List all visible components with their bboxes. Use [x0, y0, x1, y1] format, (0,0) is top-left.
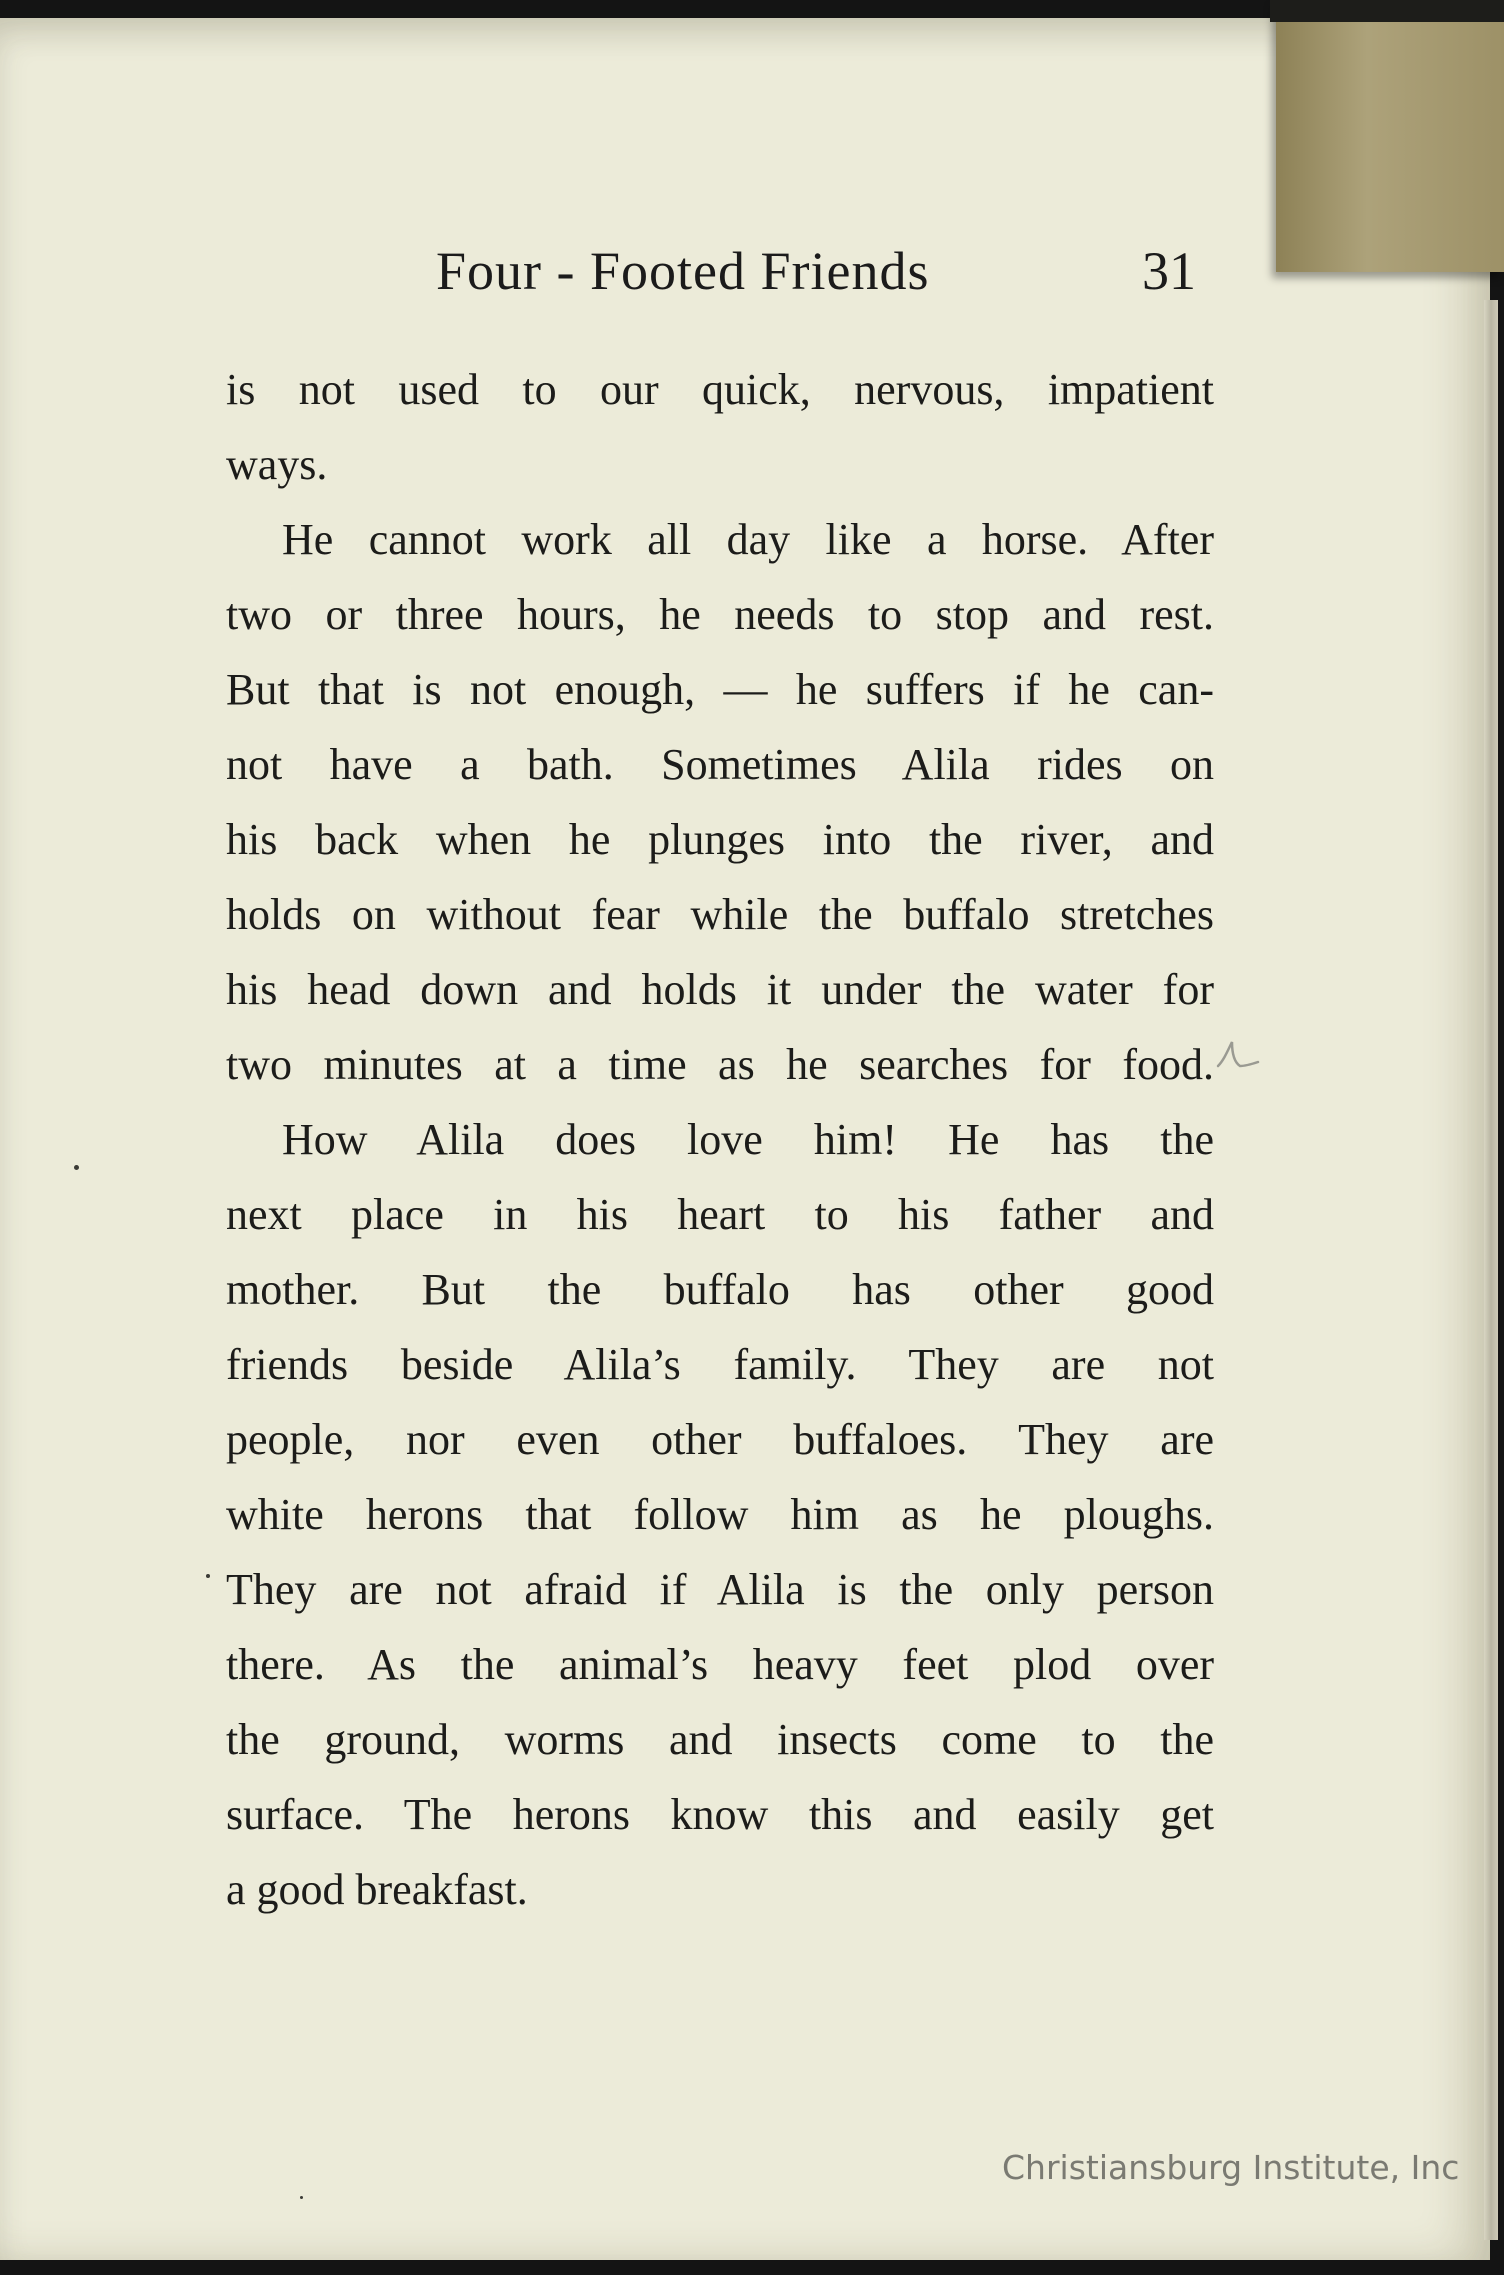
text-line: surface. The herons know this and easily get — [226, 1790, 1214, 1839]
text-line: the ground, worms and insects come to the — [226, 1715, 1214, 1764]
paper-speck — [74, 1165, 79, 1170]
tab-shadow — [1270, 0, 1504, 22]
text-line: people, nor even other buffaloes. They are — [226, 1415, 1214, 1464]
running-title: Four - Footed Friends — [436, 241, 930, 301]
text-line: He cannot work all day like a horse. After — [282, 515, 1214, 564]
paper-speck — [206, 1574, 210, 1578]
text-line: his head down and holds it under the water for — [226, 965, 1214, 1014]
page-edge — [1484, 300, 1498, 2240]
running-head — [0, 240, 1504, 310]
text-line: They are not afraid if Alila is the only person — [226, 1565, 1214, 1614]
body-text — [226, 352, 1214, 1927]
text-line: there. As the animal’s heavy feet plod over — [226, 1640, 1214, 1689]
text-line: holds on without fear while the buffalo stretches — [226, 890, 1214, 939]
text-line: white herons that follow him as he ploughs. — [226, 1490, 1214, 1539]
text-line: a good breakfast. — [226, 1865, 528, 1914]
paper-speck — [300, 2196, 303, 2199]
watermark: Christiansburg Institute, Inc — [1002, 2148, 1460, 2187]
text-line: ways. — [226, 440, 328, 489]
text-line: next place in his heart to his father and — [226, 1190, 1214, 1239]
text-line: not have a bath. Sometimes Alila rides on — [226, 740, 1214, 789]
text-line: his back when he plunges into the river, and — [226, 815, 1214, 864]
page-number: 31 — [1142, 241, 1196, 301]
text-line: two minutes at a time as he searches for food. — [226, 1040, 1214, 1089]
text-line: But that is not enough, — he suffers if he can- — [226, 665, 1214, 714]
text-line: friends beside Alila’s family. They are not — [226, 1340, 1214, 1389]
text-line: mother. But the buffalo has other good — [226, 1265, 1214, 1314]
text-line: is not used to our quick, nervous, impatient — [226, 365, 1214, 414]
text-line: How Alila does love him! He has the — [282, 1115, 1214, 1164]
bookmark-tab — [1276, 0, 1504, 272]
pencil-mark-icon — [1214, 1036, 1262, 1074]
text-line: two or three hours, he needs to stop and rest. — [226, 590, 1214, 639]
